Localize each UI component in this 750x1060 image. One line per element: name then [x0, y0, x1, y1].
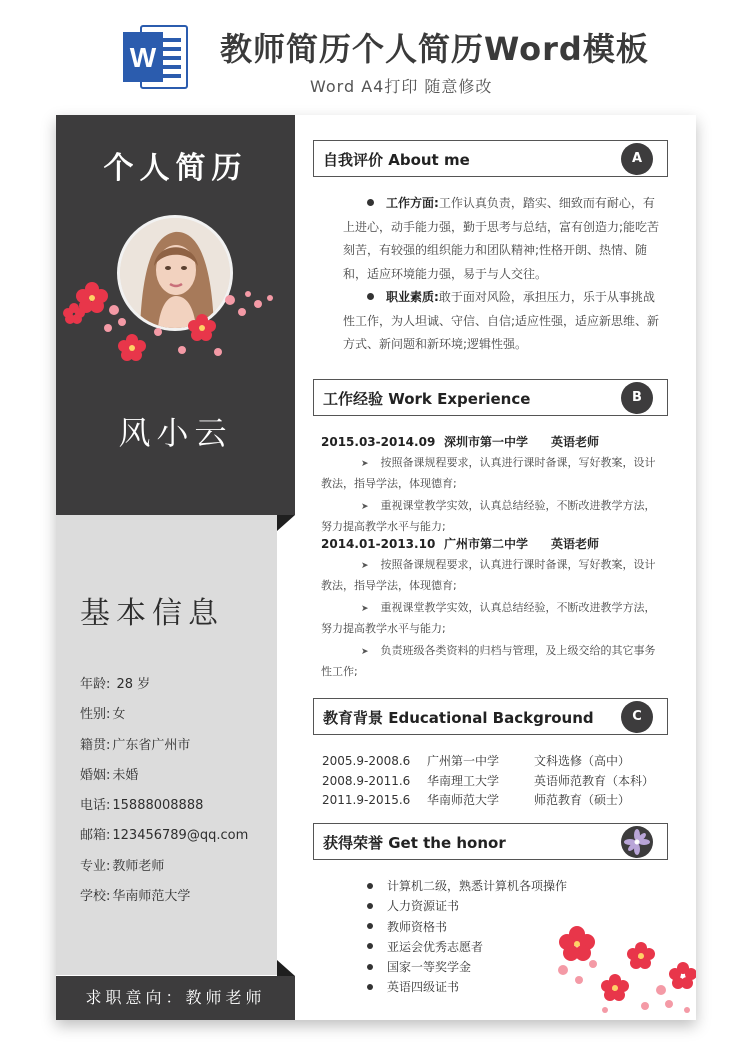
self-eval-text: 敢于面对风险，承担压力，乐于从事挑战性工作，为人坦诚、守信、自信;适应性强，适应新思维、新方式、新问题和新环境;逻辑性强。 [343, 290, 660, 351]
arrow-bullet-icon: ➤ [361, 647, 369, 657]
info-label: 年龄: [80, 677, 111, 692]
bullet-icon [367, 923, 373, 929]
job-entry [321, 433, 666, 537]
honor-item [367, 938, 567, 958]
sidebar-fold-top [277, 515, 295, 531]
bullet-icon [367, 883, 373, 889]
self-eval-text: 工作认真负责，踏实、细致而有耐心，有上进心，动手能力强，勤于思考与总结，富有创造力;能吃苦刻苦，有较强的组织能力和团队精神;性格开朗、热情、随和，适应环境能力强，易于与人交往。 [343, 196, 660, 281]
job-entry [321, 535, 666, 682]
job-objective: 求职意向：教师老师 [85, 988, 266, 1007]
job-duty-text: 重视课堂教学实效，认真总结经验，不断改进教学方法，努力提高教学水平与能力; [321, 601, 656, 635]
bullet-icon [367, 199, 374, 206]
bullet-icon [367, 293, 374, 300]
honor-text: 教师资格书 [387, 919, 448, 934]
info-value: 123456789@qq.com [112, 828, 249, 844]
info-row-marital [80, 765, 248, 795]
edu-major: 英语师范教育（本科） [534, 773, 655, 788]
honor-text: 人力资源证书 [387, 899, 460, 914]
section-badge: B [621, 382, 653, 414]
section-title: 工作经验 Work Experience [323, 390, 531, 408]
honor-text: 国家一等奖学金 [387, 960, 472, 975]
job-duty [321, 555, 666, 596]
info-value: 28 岁 [112, 677, 151, 692]
self-eval-label: 工作方面: [386, 196, 439, 210]
flower-icon [621, 826, 653, 858]
info-value: 女 [112, 707, 126, 723]
section-title: 获得荣誉 Get the honor [323, 834, 506, 852]
info-label: 婚姻: [80, 767, 111, 783]
document-header [0, 0, 750, 110]
job-header [321, 433, 666, 451]
education-row [322, 752, 654, 772]
info-row-phone [80, 795, 248, 825]
info-value: 华南师范大学 [112, 889, 191, 905]
page-subtitle: Word A4打印 随意修改 [310, 77, 493, 96]
section-header-work [313, 379, 668, 416]
page-title: 教师简历个人简历Word模板 [220, 30, 649, 68]
word-icon-letter: W [129, 42, 157, 73]
self-evaluation [343, 192, 661, 357]
flower-decoration-right [545, 918, 696, 1018]
info-row-major [80, 856, 248, 886]
job-school: 深圳市第一中学 [444, 435, 529, 449]
honor-list [367, 877, 567, 999]
info-row-school [80, 886, 248, 916]
honor-text: 计算机二级，熟悉计算机各项操作 [387, 879, 568, 893]
arrow-bullet-icon: ➤ [361, 502, 369, 512]
education-row [322, 772, 654, 792]
job-duty [321, 496, 666, 537]
education-row [322, 791, 654, 811]
arrow-bullet-icon: ➤ [361, 561, 369, 571]
word-document-icon [123, 24, 189, 90]
flower-badge-icon [621, 826, 653, 858]
job-header [321, 535, 666, 553]
section-header-honor [313, 823, 668, 860]
info-row-age [80, 674, 248, 704]
resume-title: 个人简历 [103, 151, 248, 186]
info-row-hometown [80, 735, 248, 765]
info-value: 未婚 [112, 767, 139, 783]
info-row-email [80, 825, 248, 855]
info-row-gender [80, 704, 248, 734]
job-role: 英语老师 [551, 537, 600, 551]
info-label: 专业: [80, 858, 111, 874]
edu-major: 师范教育（硕士） [534, 793, 631, 807]
edu-school: 华南理工大学 [427, 773, 500, 788]
self-eval-item [343, 192, 661, 286]
edu-major: 文科选修（高中） [534, 754, 631, 768]
bullet-icon [367, 984, 373, 990]
job-duty [321, 598, 666, 639]
self-eval-label: 职业素质: [386, 290, 439, 304]
honor-text: 亚运会优秀志愿者 [387, 939, 484, 954]
job-date: 2015.03-2014.09 [321, 435, 436, 449]
section-badge: C [621, 701, 653, 733]
section-title: 自我评价 About me [323, 151, 470, 169]
basic-info-title: 基本信息 [80, 596, 224, 631]
edu-school: 广州第一中学 [427, 754, 500, 768]
job-duty-text: 按照备课规程要求，认真进行课时备课，写好教案，设计教法，指导学法，体现德育; [321, 456, 656, 490]
flower-decoration-left [62, 270, 277, 365]
edu-period: 2008.9-2011.6 [322, 773, 411, 788]
info-value: 15888008888 [112, 798, 204, 814]
info-label: 学校: [80, 889, 111, 905]
bullet-icon [367, 903, 373, 909]
person-name: 风小云 [118, 414, 233, 452]
arrow-bullet-icon: ➤ [361, 459, 369, 469]
sidebar-fold-bottom [277, 960, 295, 976]
honor-item [367, 897, 567, 917]
arrow-bullet-icon: ➤ [361, 604, 369, 614]
basic-info-list [80, 674, 248, 916]
edu-school: 华南师范大学 [427, 793, 500, 807]
honor-text: 英语四级证书 [387, 980, 460, 995]
job-school: 广州市第二中学 [444, 537, 529, 551]
section-header-education [313, 698, 668, 735]
honor-item [367, 978, 567, 998]
info-label: 电话: [80, 798, 111, 814]
job-duty-text: 重视课堂教学实效，认真总结经验，不断改进教学方法，努力提高教学水平与能力; [321, 499, 656, 533]
education-list [322, 752, 654, 811]
bullet-icon [367, 964, 373, 970]
job-duty [321, 453, 666, 494]
info-label: 籍贯: [80, 737, 111, 753]
info-value: 教师老师 [112, 858, 165, 874]
job-duty-text: 按照备课规程要求，认真进行课时备课，写好教案，设计教法，指导学法，体现德育; [321, 558, 656, 592]
info-value: 广东省广州市 [112, 737, 191, 753]
job-date: 2014.01-2013.10 [321, 537, 436, 551]
edu-period: 2011.9-2015.6 [322, 793, 411, 807]
job-duty-text: 负责班级各类资料的归档与管理，及上级交给的其它事务性工作; [321, 644, 656, 678]
bullet-icon [367, 943, 373, 949]
self-eval-item [343, 286, 661, 357]
section-badge: A [621, 143, 653, 175]
section-header-about [313, 140, 668, 177]
edu-period: 2005.9-2008.6 [322, 754, 411, 768]
info-label: 邮箱: [80, 828, 111, 844]
honor-item [367, 958, 567, 978]
job-duty [321, 641, 666, 682]
info-label: 性别: [80, 707, 111, 723]
honor-item [367, 877, 567, 897]
section-title: 教育背景 Educational Background [323, 709, 594, 727]
job-role: 英语老师 [551, 435, 600, 449]
honor-item [367, 918, 567, 938]
